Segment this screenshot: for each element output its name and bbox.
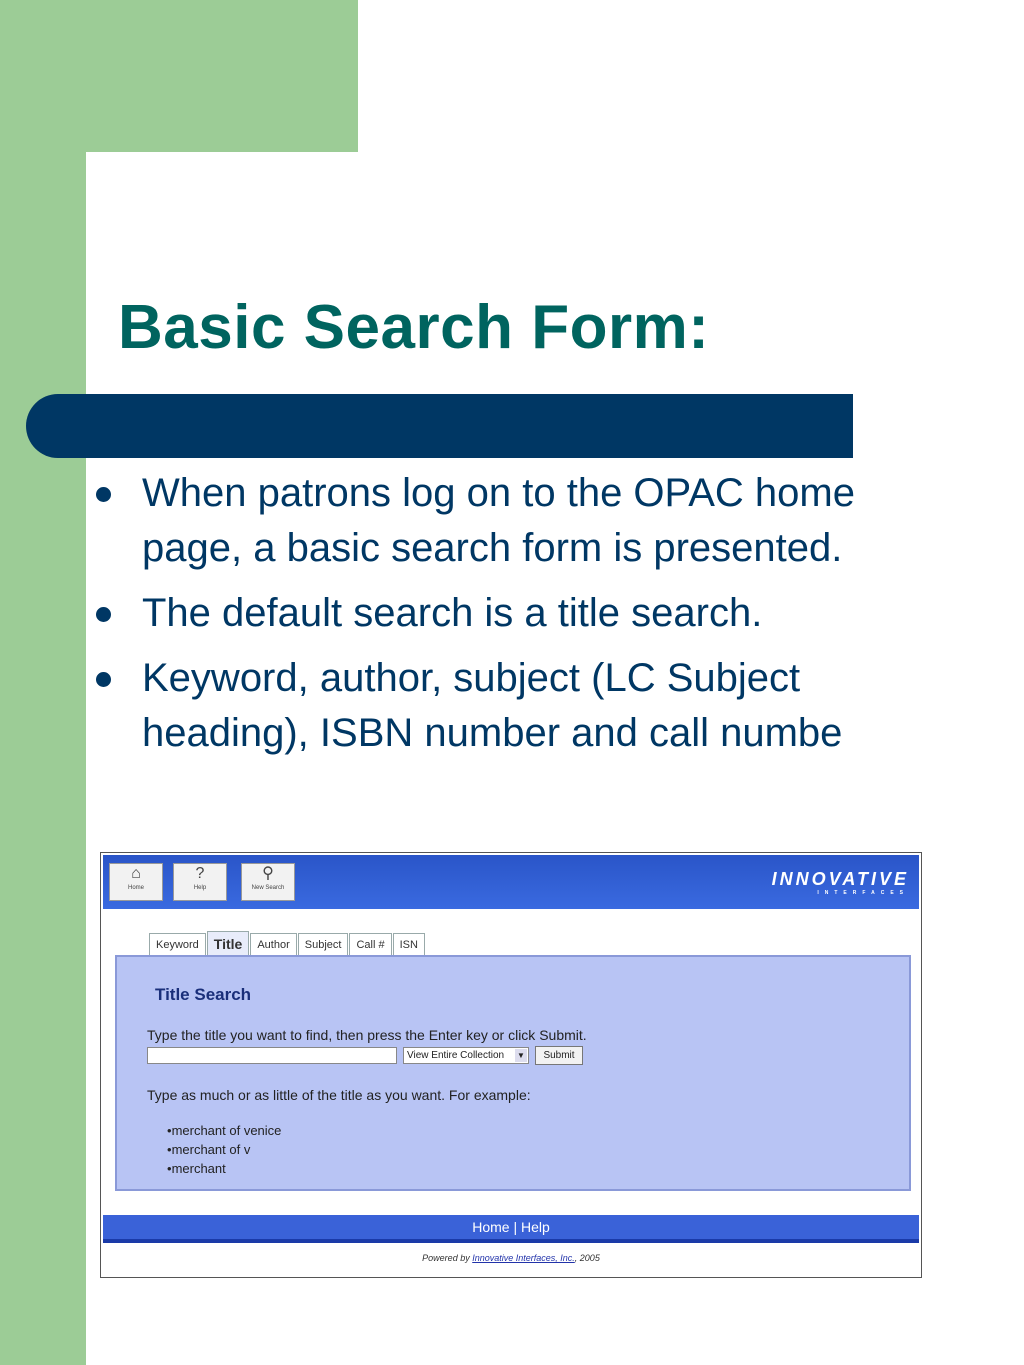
example-list (167, 1121, 281, 1178)
example-item: • merchant of v (167, 1140, 281, 1159)
chevron-down-icon[interactable]: ▼ (515, 1049, 527, 1062)
tab-keyword[interactable]: Keyword (149, 933, 206, 956)
tab-isn[interactable]: ISN (393, 933, 425, 956)
tab-call-number[interactable]: Call # (349, 933, 391, 956)
bullet-text: Keyword, author, subject (LC Subject heading), ISBN number and call numbe (142, 656, 843, 755)
home-icon: ⌂ (131, 865, 141, 882)
opac-screenshot (100, 852, 922, 1278)
title-underline-bar (26, 394, 853, 458)
help-button-label: Help (193, 885, 207, 891)
home-button-label: Home (127, 885, 144, 891)
tab-subject[interactable]: Subject (298, 933, 349, 956)
help-button[interactable] (173, 863, 227, 901)
opac-header (103, 855, 919, 909)
footer-separator: | (513, 1219, 518, 1235)
bullet-text: When patrons log on to the OPAC home page, a basic search form is presented. (142, 471, 855, 570)
powered-prefix: Powered by (422, 1253, 470, 1263)
bullet-item (92, 466, 902, 576)
top-green-block (0, 0, 358, 152)
example-item: • merchant (167, 1159, 281, 1178)
bullet-text: The default search is a title search. (142, 591, 763, 635)
search-tabs (149, 931, 426, 955)
collection-select-value: View Entire Collection (407, 1050, 505, 1061)
submit-button[interactable]: Submit (535, 1046, 583, 1065)
new-search-button[interactable] (241, 863, 295, 901)
slide-title: Basic Search Form: (118, 293, 710, 362)
opac-body (103, 909, 919, 1213)
opac-footer-bar (103, 1215, 919, 1243)
tab-author[interactable]: Author (250, 933, 296, 956)
footer-links (472, 1219, 550, 1235)
brand-subtitle: INTERFACES (817, 890, 909, 896)
innovative-logo (772, 869, 909, 896)
search-icon: ⚲ (262, 865, 274, 882)
left-green-stripe (0, 0, 86, 1365)
innovative-link[interactable]: Innovative Interfaces, Inc. (472, 1253, 575, 1263)
bullet-list (92, 466, 902, 771)
footer-home-link[interactable]: Home (472, 1219, 510, 1235)
search-input[interactable] (147, 1047, 397, 1064)
search-hint: Type as much or as little of the title as you want. For example: (147, 1087, 531, 1103)
bullet-item (92, 586, 902, 641)
bullet-item (92, 651, 902, 761)
example-item: • merchant of venice (167, 1121, 281, 1140)
panel-title: Title Search (155, 985, 252, 1004)
new-search-button-label: New Search (251, 885, 285, 891)
bullet-dot-icon (96, 487, 111, 502)
powered-year: 2005 (579, 1253, 600, 1263)
brand-name: INNOVATIVE (771, 869, 909, 889)
bullet-dot-icon (96, 607, 111, 622)
title-search-panel (115, 955, 911, 1191)
help-icon: ? (195, 865, 205, 882)
bullet-dot-icon (96, 672, 111, 687)
powered-by: Powered by Innovative Interfaces, Inc., 2005 (422, 1253, 600, 1263)
collection-select[interactable] (403, 1047, 529, 1064)
tab-title[interactable]: Title (207, 931, 250, 956)
search-instruction: Type the title you want to find, then press the Enter key or click Submit. (147, 1027, 587, 1043)
footer-help-link[interactable]: Help (520, 1219, 550, 1235)
home-button[interactable] (109, 863, 163, 901)
